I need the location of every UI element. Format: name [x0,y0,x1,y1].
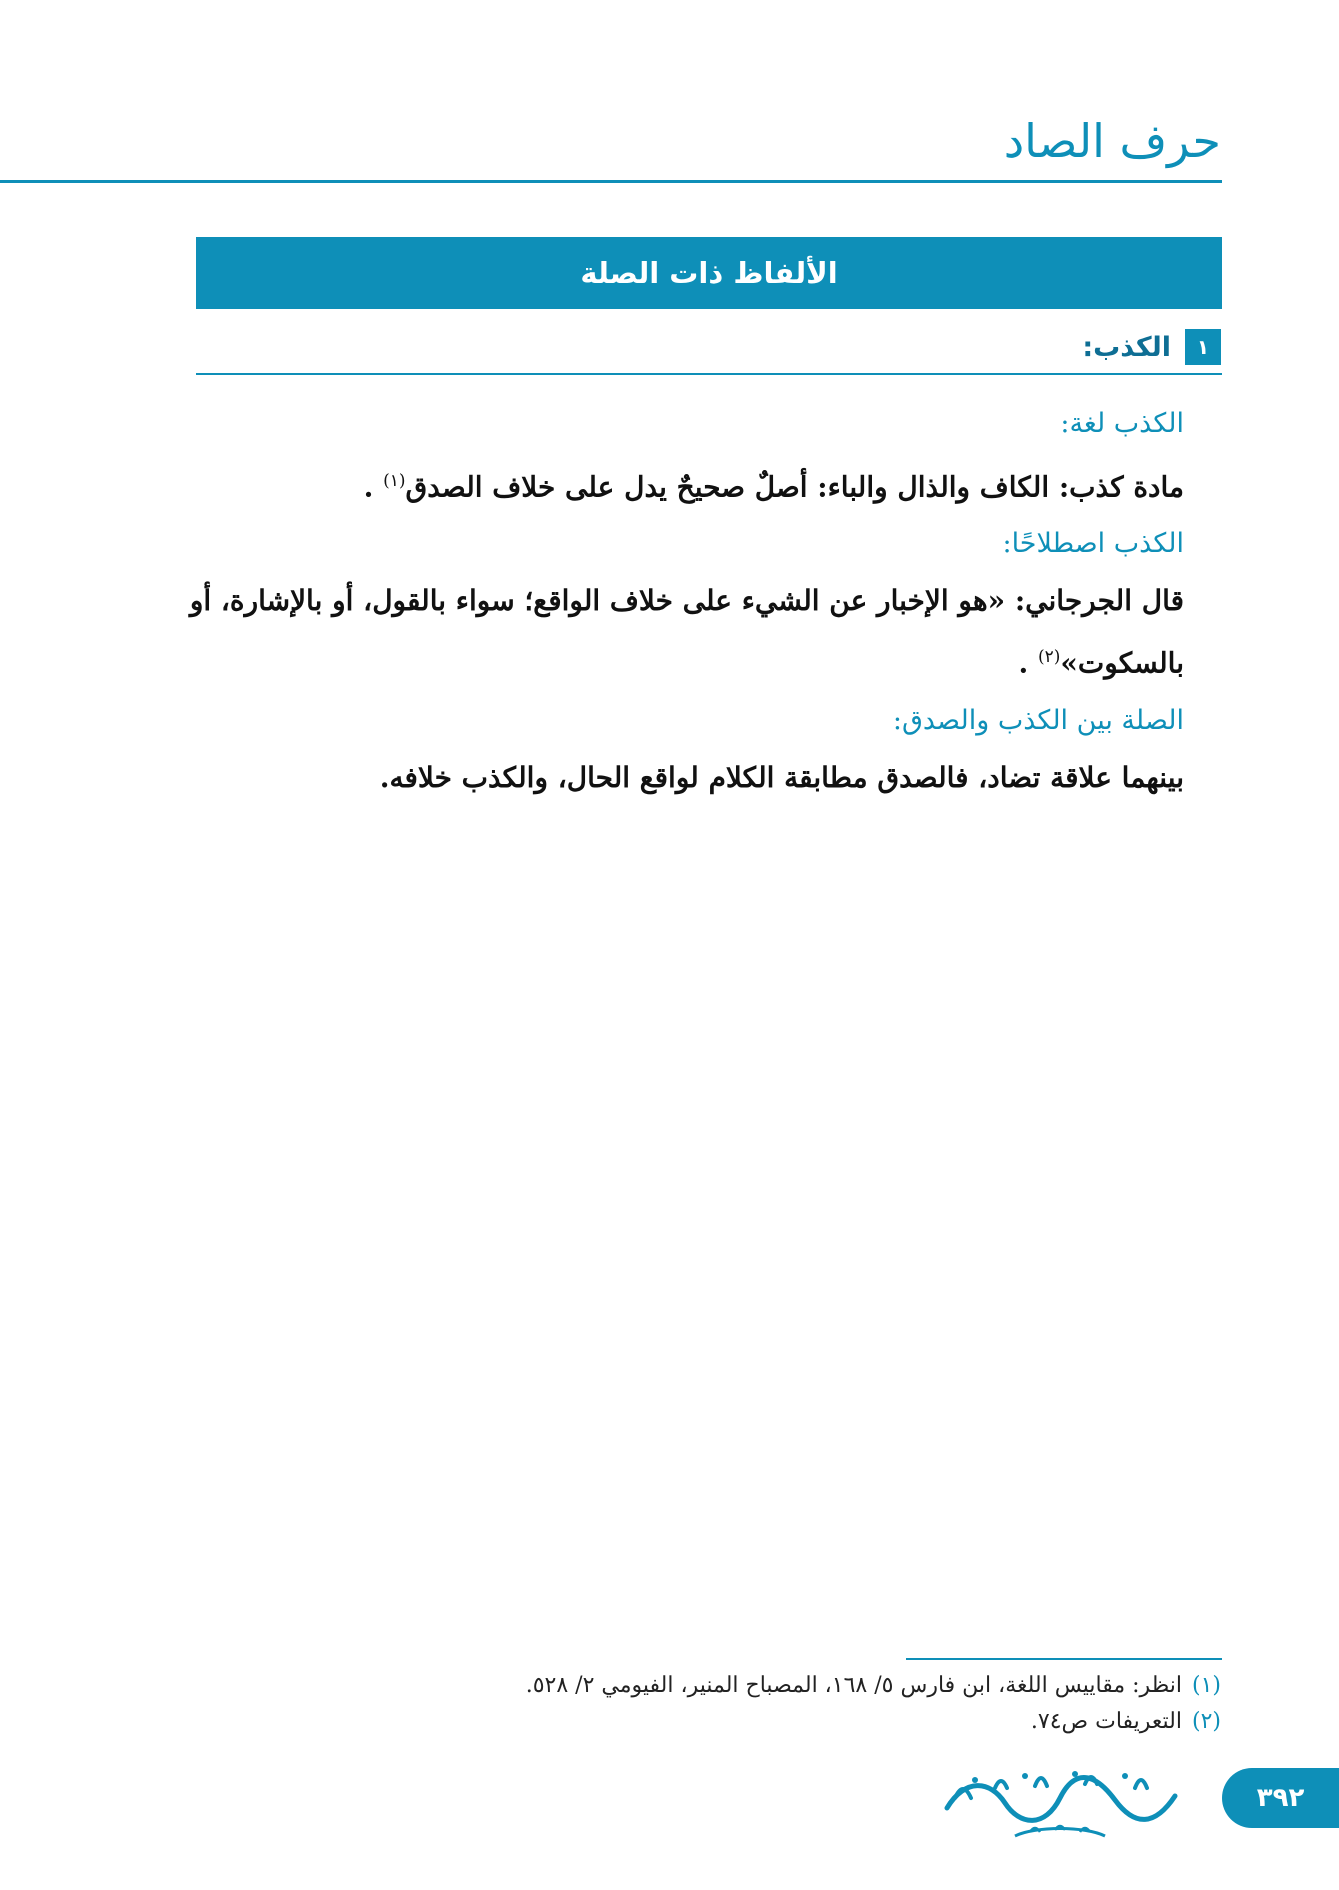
footnote-1-number: (١) [1191,1673,1221,1698]
subsection-heading [1082,327,1221,367]
relation-paragraph: بينهما علاقة تضاد، فالصدق مطابقة الكلام لواقع الحال، والكذب خلافه. [379,760,1184,794]
footnote-2-number: (٢) [1191,1709,1221,1734]
chapter-title: حرف الصاد [1003,114,1221,168]
header-rule [0,180,1222,183]
encyclopedia-logo [935,1758,1187,1848]
lang-end: . [363,470,374,504]
banner-title: الألفاظ ذات الصلة [580,256,838,290]
footnote-ref-1[interactable]: (١) [383,471,406,491]
footnote-rule [906,1658,1222,1660]
subsection-label: الكذب: [1082,331,1171,363]
lang-text: مادة كذب: الكاف والذال والباء: أصلٌ صحيحٌ يدل على خلاف الصدق [405,470,1184,504]
footnote-1 [321,1668,1221,1704]
footnote-1-text: انظر: مقاييس اللغة، ابن فارس ٥/ ١٦٨، المصباح المنير، الفيومي ٢/ ٥٢٨. [525,1673,1182,1698]
main-text [149,395,1184,806]
term-paragraph [149,573,1184,691]
footnotes [321,1668,1221,1740]
section-banner [196,237,1222,309]
term-text: قال الجرجاني: «هو الإخبار عن الشيء على خلاف الواقع؛ سواء بالقول، أو بالإشارة، أو بالسكوت» [189,584,1184,680]
footnote-2-text: التعريفات ص٧٤. [1030,1709,1182,1734]
page-number: ٣٩٢ [1256,1783,1305,1813]
subsection-number: ١ [1185,329,1221,365]
term-label: الكذب اصطلاحًا: [1002,528,1184,560]
lang-paragraph [149,453,1184,515]
footnote-2 [321,1704,1221,1740]
term-end: . [1018,646,1029,680]
page-number-badge [1222,1768,1339,1828]
lang-label: الكذب لغة: [1060,408,1184,439]
relation-label: الصلة بين الكذب والصدق: [892,704,1184,736]
subsection-rule [196,373,1222,375]
footnote-ref-2[interactable]: (٢) [1037,647,1061,668]
